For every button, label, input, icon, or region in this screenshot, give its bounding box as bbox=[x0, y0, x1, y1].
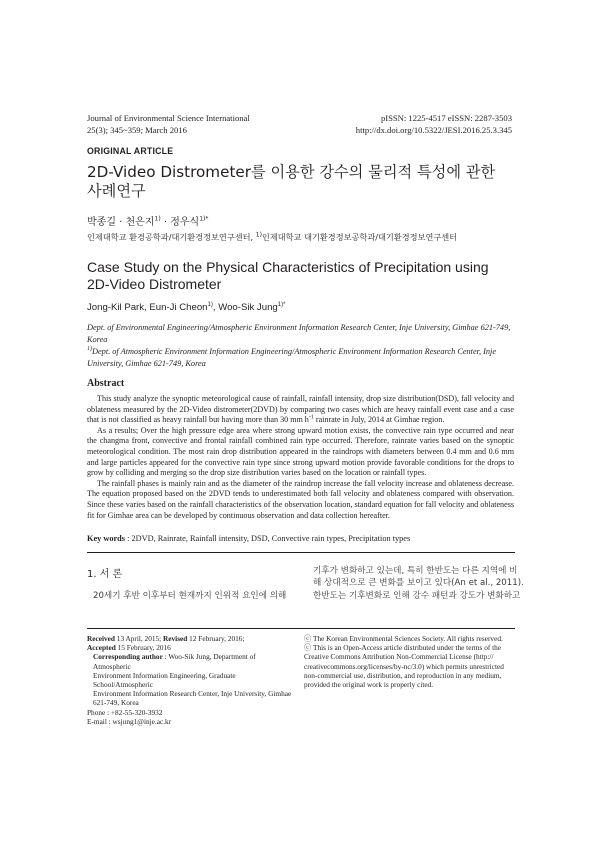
abstract-p1-a: This study analyze the synoptic meteorological cause of rainfall, rainfall intensity, drop size distribution(DSD), fall velocity and oblateness measured by the 2D-Video distrometer(2DVD) by comparing two cases which are heavy rainfall event case and a case that is not classified as heavy rainfall but having more than 30 mm h bbox=[87, 394, 514, 425]
corresponding-text-1: : Woo-Sik Jung, Department of Atmospheric bbox=[93, 652, 256, 671]
dates-line-1 bbox=[87, 634, 292, 643]
corresponding-label: Corresponding author bbox=[93, 652, 163, 662]
affiliation-ko-part1: 인제대학교 환경공학과/대기환경정보연구센터, bbox=[87, 232, 256, 242]
revised-date: 12 February, 2016; bbox=[187, 634, 245, 643]
received-label: Received bbox=[87, 634, 115, 643]
keywords-text: : 2DVD, Rainrate, Rainfall intensity, DSD, Convective rain types, Precipitation types bbox=[125, 534, 411, 543]
title-korean-line-1: 2D-Video Distrometer를 이용한 강수의 물리적 특성에 관한 bbox=[87, 163, 496, 181]
intro-right-line: 한반도는 기후변화로 인해 강수 패턴과 강도가 변화하고 bbox=[313, 590, 521, 601]
title-korean-line-2: 사례연구 bbox=[87, 182, 146, 200]
keywords bbox=[87, 534, 517, 543]
journal-header-left bbox=[87, 112, 250, 136]
intro-heading: 1. 서 론 bbox=[87, 569, 123, 580]
author-ko-1-sup: 1) bbox=[154, 215, 161, 223]
accepted-date: 15 February, 2016 bbox=[115, 643, 171, 653]
intro-left-line: 20세기 후반 이후부터 현재까지 인위적 요인에 의해 bbox=[93, 591, 287, 601]
phone: Phone : +82-55-320-3932 bbox=[87, 707, 163, 717]
license-line: ⓒ The Korean Environmental Sciences Society. All rights reserved. bbox=[304, 634, 503, 643]
affiliation-ko-sup: 1) bbox=[255, 231, 262, 239]
footer-license bbox=[304, 634, 516, 689]
authors-korean bbox=[87, 213, 208, 228]
affiliation-english-2 bbox=[87, 346, 515, 370]
affiliation-english-1: Dept. of Environmental Engineering/Atmospheric Environment Information Research Center, Inje University, Gimhae 621-749, Korea bbox=[87, 323, 511, 344]
abstract-p1-sup: -1 bbox=[308, 414, 314, 421]
journal-header-right bbox=[356, 112, 512, 136]
license-line: creativecommons.org/licenses/by-nc/3.0) which permits unrestricted bbox=[304, 661, 504, 671]
footer-divider-rule bbox=[87, 628, 515, 629]
title-english bbox=[87, 259, 517, 293]
title-korean bbox=[87, 163, 517, 201]
title-english-line-2: 2D-Video Distrometer bbox=[87, 276, 222, 292]
affiliation-en-2-text: Dept. of Atmospheric Environment Information Engineering/Atmospheric Environment Information Research Center, Inje University, Gimhae 621-749, Korea bbox=[87, 347, 497, 368]
corresponding-author-line-1 bbox=[87, 652, 292, 670]
license-line: ⓒ This is an Open-Access article distributed under the terms of the bbox=[304, 643, 502, 653]
article-type: ORIGINAL ARTICLE bbox=[87, 146, 174, 156]
keywords-label: Key words bbox=[87, 534, 126, 543]
author-ko-2: · 정우식 bbox=[160, 217, 200, 228]
issn: pISSN: 1225-4517 eISSN: 2287-3503 bbox=[380, 113, 512, 123]
corresponding-author-line-2: Environment Information Engineering, Graduate School/Atmospheric bbox=[93, 670, 236, 690]
abstract-body bbox=[87, 394, 514, 521]
abstract-paragraph-2: As a results; Over the high pressure edge area where strong upward motion exists, the convective rain type occurred and near the changma front, convective and frontal rainfall combined rain type occurred. Therefore, rainrate varies based on the synoptic meteorological condition. The most rain drop distribution appeared in the raindrops with diameters between 0.4 mm and 0.6 mm and large particles appeared for the convective rain type since strong upward motion provide favorable conditions for the drops to grow by colliding and merging so the drop size distribution varies based on the location or rainfall types. bbox=[87, 425, 514, 478]
abstract-paragraph-1 bbox=[87, 394, 514, 426]
abstract-paragraph-3: The rainfall phases is mainly rain and as the diameter of the raindrop increase the fall velocity increase and oblateness decrease. The equation proposed based on the 2DVD tends to underestimated both fall velocity and oblateness compared with observation. Since these varies based on the rainfall characteristics of the observation location, standard equation for fall velocity and oblateness fit for Gimhae area can be developed by continuous observation and data collection hereafter. bbox=[87, 478, 514, 520]
license-line: Creative Commons Attribution Non-Commercial License (http:// bbox=[304, 652, 494, 662]
volume-issue: 25(3); 345~359; March 2016 bbox=[87, 125, 187, 135]
affiliation-en-2-sup: 1) bbox=[87, 346, 92, 353]
license-line: non-commercial use, distribution, and reproduction in any medium, bbox=[304, 670, 502, 680]
intro-right-line: 해 상대적으로 큰 변화를 보이고 있다(An et al., 2011). bbox=[313, 578, 524, 589]
author-en-1-sup: 1) bbox=[207, 301, 213, 308]
journal-name: Journal of Environmental Science International bbox=[87, 113, 250, 123]
dates-line-2 bbox=[87, 643, 292, 652]
authors-english bbox=[87, 302, 285, 313]
accepted-label: Accepted bbox=[87, 643, 116, 653]
license-line: provided the original work is properly cited. bbox=[304, 680, 434, 690]
divider-rule bbox=[87, 552, 515, 553]
affiliation-korean bbox=[87, 232, 457, 243]
author-ko-2-sup: 1)* bbox=[199, 215, 209, 223]
footer-article-info bbox=[87, 634, 292, 726]
revised-label: Revised bbox=[163, 634, 188, 643]
corresponding-author-line-4: 621-749, Korea bbox=[93, 698, 139, 708]
doi-link[interactable]: http://dx.doi.org/10.5322/JESI.2016.25.3.345 bbox=[355, 125, 512, 135]
abstract-heading: Abstract bbox=[87, 378, 125, 389]
abstract-p1-b: rainrate in July, 2014 at Gimhae region. bbox=[313, 415, 445, 425]
author-en-2: , Woo-Sik Jung bbox=[212, 302, 278, 313]
corresponding-author-line-3: Environment Information Research Center, Inje University, Gimhae bbox=[93, 689, 292, 699]
author-en-2-sup: 1)* bbox=[277, 301, 286, 308]
intro-right-line: 기후가 변화하고 있는데, 특히 한반도는 다른 지역에 비 bbox=[313, 566, 518, 576]
email[interactable]: E-mail : wsjung1@inje.ac.kr bbox=[87, 716, 172, 726]
author-ko-1: 박종길 · 천은지 bbox=[87, 217, 155, 228]
affiliation-ko-part2: 인제대학교 대기환경정보공학과/대기환경정보연구센터 bbox=[261, 232, 458, 242]
intro-right-column bbox=[313, 565, 524, 602]
received-date: 13 April, 2015; bbox=[114, 634, 164, 643]
title-english-line-1: Case Study on the Physical Characteristics of Precipitation using bbox=[87, 259, 489, 275]
author-en-1: Jong-Kil Park, Eun-Ji Cheon bbox=[87, 302, 208, 313]
